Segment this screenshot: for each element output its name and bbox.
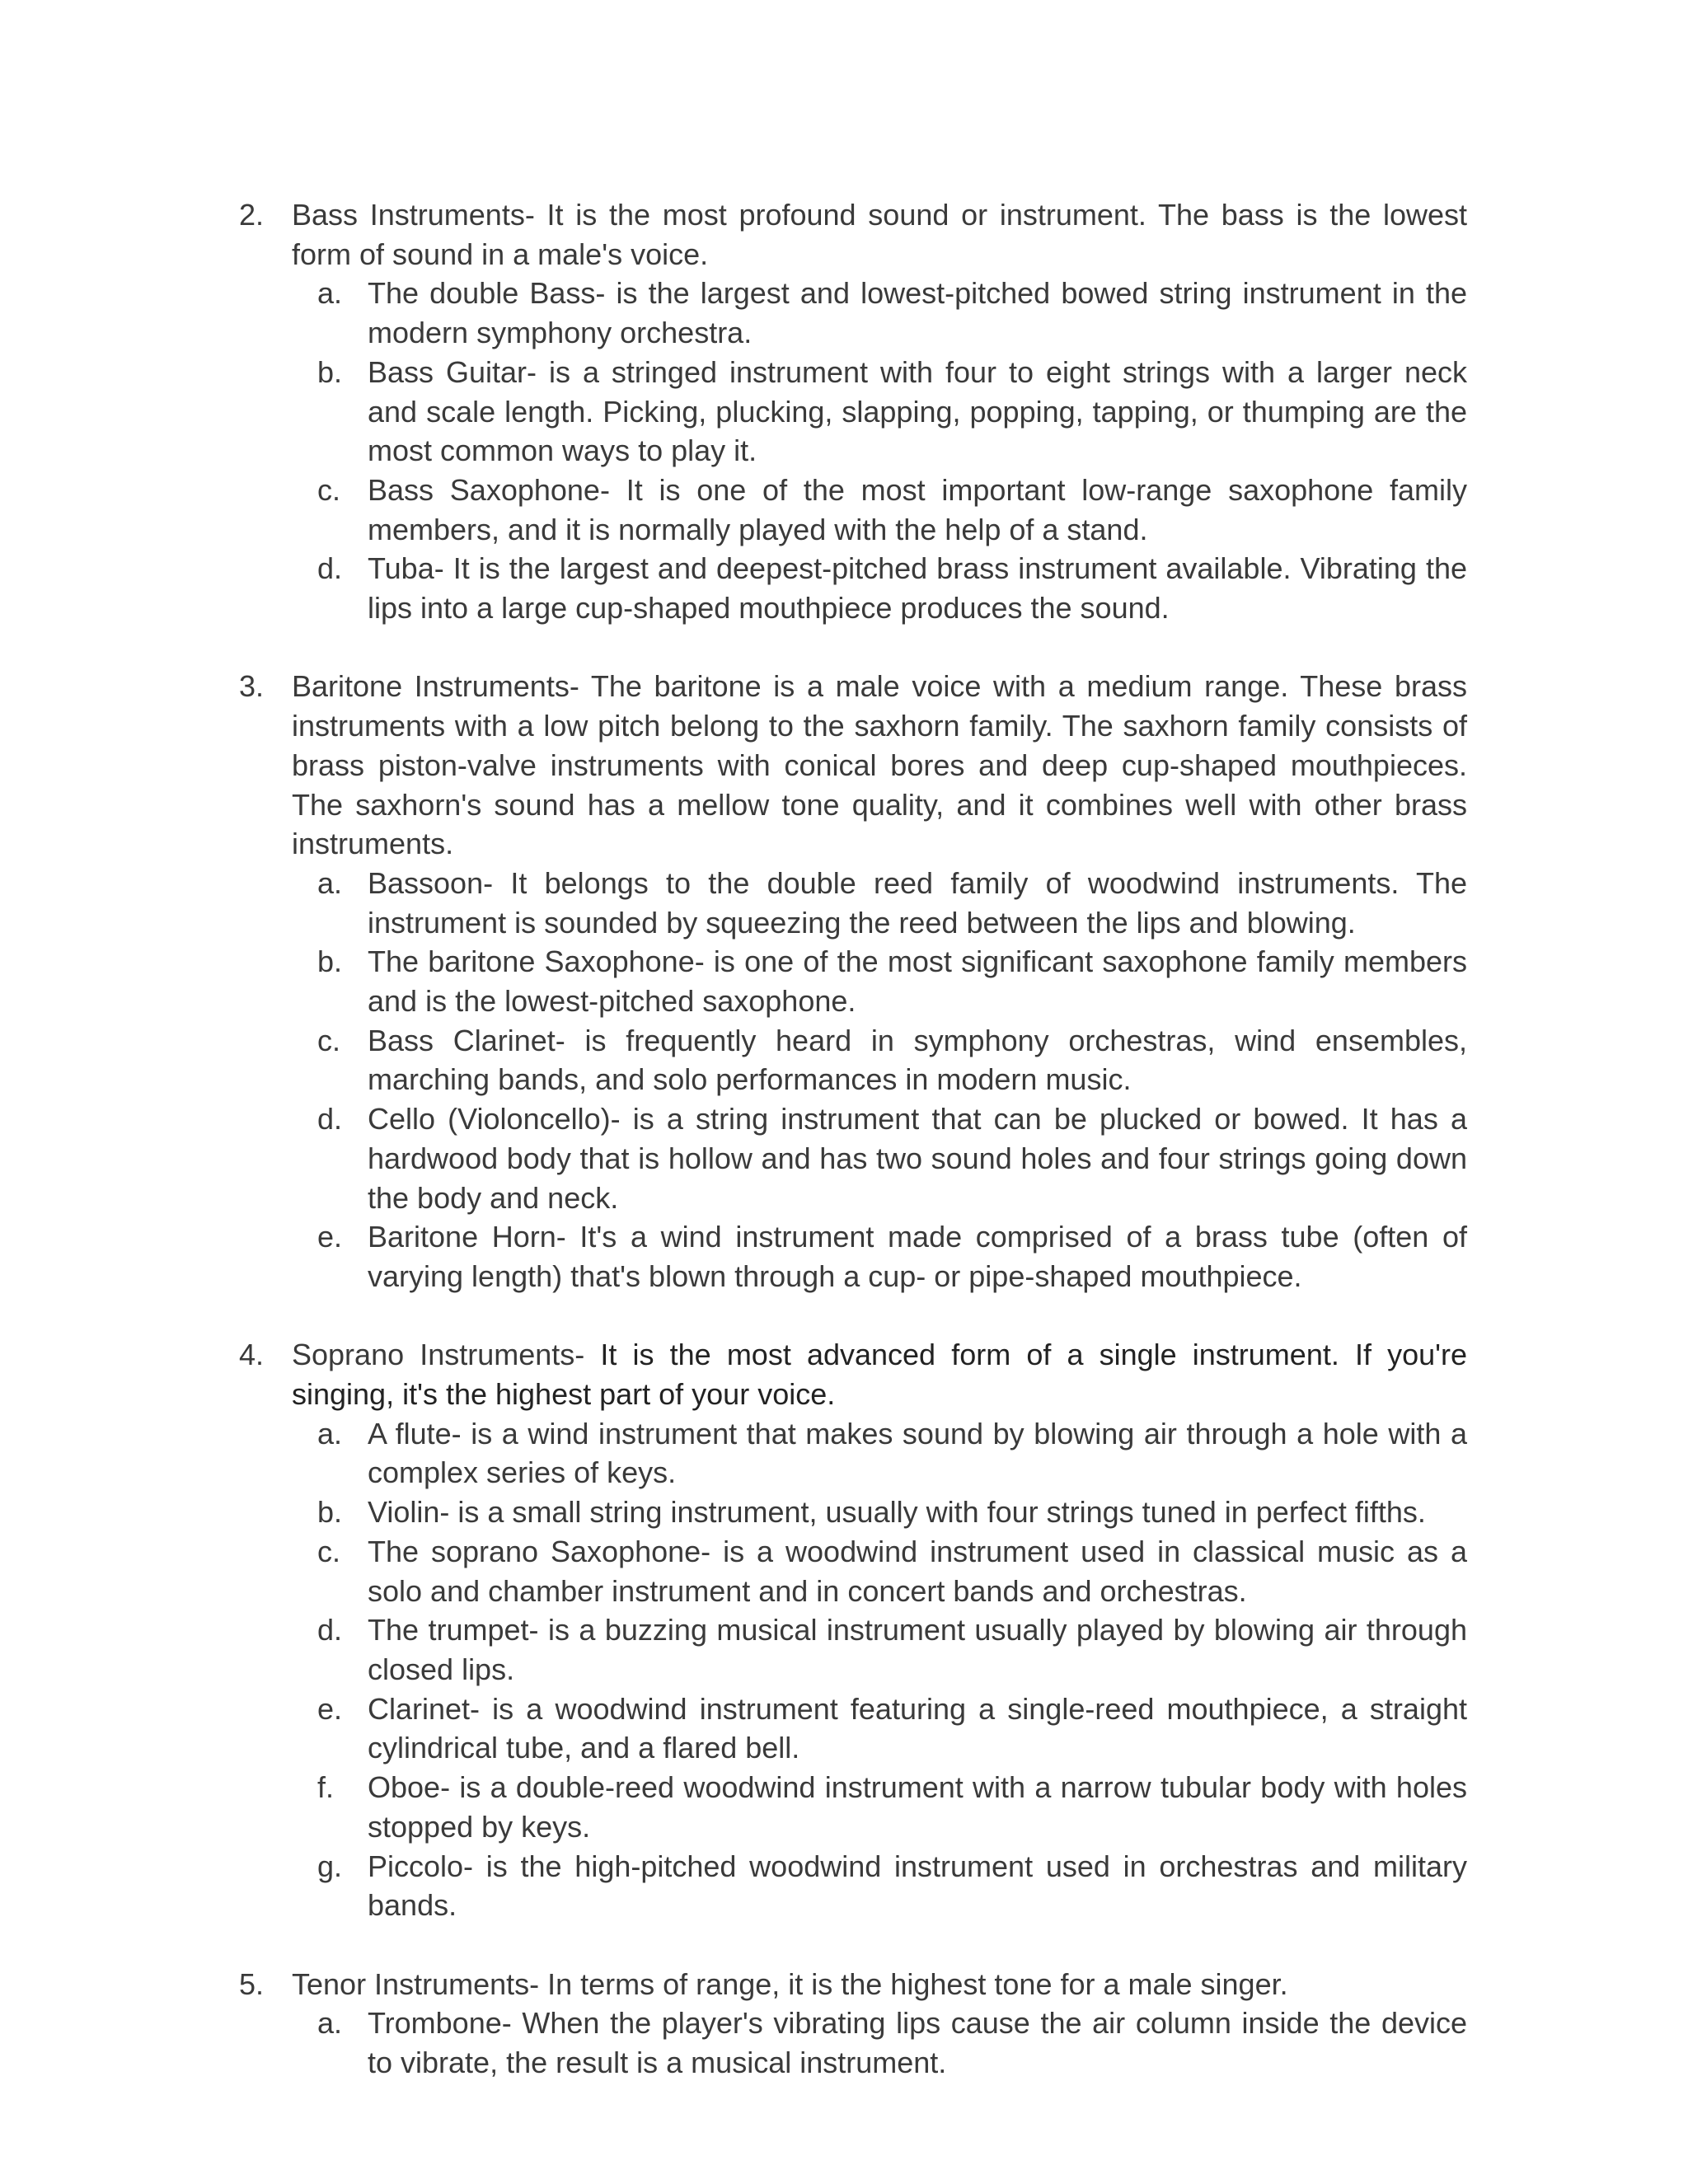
item-letter: a.	[317, 865, 343, 900]
list-item	[292, 471, 1467, 549]
item-letter: b.	[317, 1495, 343, 1530]
section-description: It is the most profound sound or instrument. The bass is the lowest form of sound in a male's voice.	[292, 198, 1468, 271]
section-lead: Tenor Instruments-	[292, 1966, 540, 2001]
item-text: Tuba- It is the largest and deepest-pitched brass instrument available. Vibrating the lips into a large cup-shaped mouthpiece produces the sound.	[368, 551, 1467, 626]
item-text: Bass Saxophone- It is one of the most important low-range saxophone family members, and it is normally played with the help of a stand.	[368, 472, 1467, 546]
section-lead: Soprano Instruments-	[292, 1338, 585, 1372]
section-baritone-instruments	[239, 667, 1467, 1296]
section-lead: Bass Instruments-	[292, 198, 535, 232]
item-text: Cello (Violoncello)- is a string instrument that can be plucked or bowed. It has a hardwood body that is hollow and has two sound holes and four strings going down the body and neck.	[368, 1102, 1467, 1215]
list-item	[292, 353, 1467, 471]
item-letter: a.	[317, 2006, 343, 2041]
sub-list	[292, 274, 1467, 627]
item-text: A flute- is a wind instrument that makes sound by blowing air through a hole with a complex series of keys.	[368, 1416, 1467, 1490]
list-item	[292, 1414, 1467, 1493]
section-text	[292, 1335, 1467, 1413]
list-item	[292, 1099, 1467, 1217]
sub-list	[292, 1414, 1467, 1925]
list-item	[292, 1610, 1467, 1689]
list-item	[292, 1847, 1467, 1925]
section-description: It is the most advanced form of a single instrument. If you're singing, it's the highest part of your voice.	[292, 1338, 1468, 1412]
item-text: Baritone Horn- It's a wind instrument made comprised of a brass tube (often of varying length) that's blown through a cup- or pipe-shaped mouthpiece.	[368, 1220, 1467, 1293]
item-text: The trumpet- is a buzzing musical instrument usually played by blowing air through closed lips.	[368, 1613, 1467, 1686]
item-letter: d.	[317, 1102, 343, 1137]
section-number: 4.	[239, 1338, 265, 1372]
item-letter: b.	[317, 354, 343, 389]
item-text: The baritone Saxophone- is one of the most significant saxophone family members and is the lowest-pitched saxophone.	[368, 944, 1467, 1019]
list-item	[292, 549, 1467, 627]
item-letter: e.	[317, 1220, 343, 1254]
list-item	[292, 1768, 1467, 1846]
item-text: Oboe- is a double-reed woodwind instrument with a narrow tubular body with holes stopped by keys.	[368, 1770, 1467, 1844]
section-description: The baritone is a male voice with a medium range. These brass instruments with a low pitch belong to the saxhorn family. The saxhorn family consists of brass piston-valve instruments with conical bores and deep cup-shaped mouthpieces. The saxhorn's sound has a mellow tone quality, and it combines well with other brass instruments.	[292, 669, 1467, 861]
item-letter: a.	[317, 1416, 343, 1451]
item-text: Clarinet- is a woodwind instrument featuring a single-reed mouthpiece, a straight cylindrical tube, and a flared bell.	[368, 1691, 1467, 1765]
item-letter: g.	[317, 1849, 343, 1883]
list-item	[292, 274, 1467, 352]
list-item	[292, 1217, 1467, 1296]
list-item	[292, 864, 1467, 942]
item-letter: c.	[317, 1023, 341, 1057]
item-letter: c.	[317, 472, 341, 507]
section-lead: Baritone Instruments-	[292, 669, 579, 704]
item-text: Piccolo- is the high-pitched woodwind instrument used in orchestras and military bands.	[368, 1849, 1467, 1923]
item-letter: d.	[317, 1613, 343, 1647]
sub-list	[292, 864, 1467, 1296]
item-letter: c.	[317, 1534, 341, 1568]
section-soprano-instruments	[239, 1335, 1467, 1925]
section-bass-instruments	[239, 195, 1467, 628]
document-body	[239, 195, 1467, 2121]
section-number: 5.	[239, 1966, 265, 2001]
sub-list	[292, 2004, 1467, 2082]
section-text	[292, 195, 1467, 274]
item-text: Bass Clarinet- is frequently heard in symphony orchestras, wind ensembles, marching bands, and solo performances in modern music.	[368, 1023, 1467, 1097]
item-letter: a.	[317, 276, 343, 311]
item-text: The soprano Saxophone- is a woodwind instrument used in classical music as a solo and chamber instrument and in concert bands and orchestras.	[368, 1534, 1467, 1608]
item-letter: d.	[317, 551, 343, 586]
list-item	[292, 2004, 1467, 2082]
list-item	[292, 1493, 1467, 1532]
list-item	[292, 1532, 1467, 1610]
section-text	[292, 1965, 1467, 2004]
section-number: 3.	[239, 669, 265, 704]
section-tenor-instruments	[239, 1965, 1467, 2083]
list-item	[292, 1690, 1467, 1768]
item-letter: f.	[317, 1770, 335, 1805]
section-description: In terms of range, it is the highest tone for a male singer.	[539, 1966, 1288, 2001]
item-text: Violin- is a small string instrument, usually with four strings tuned in perfect fifths.	[368, 1495, 1426, 1530]
list-item	[292, 1021, 1467, 1099]
item-text: Bassoon- It belongs to the double reed family of woodwind instruments. The instrument is sounded by squeezing the reed between the lips and blowing.	[368, 865, 1467, 940]
item-text: The double Bass- is the largest and lowest-pitched bowed string instrument in the modern symphony orchestra.	[368, 276, 1467, 350]
section-number: 2.	[239, 198, 265, 232]
item-letter: e.	[317, 1691, 343, 1726]
item-letter: b.	[317, 944, 343, 979]
item-text: Bass Guitar- is a stringed instrument with four to eight strings with a larger neck and scale length. Picking, plucking, slapping, popping, tapping, or thumping are the most common ways to play it.	[368, 354, 1467, 468]
list-item	[292, 942, 1467, 1020]
section-text	[292, 667, 1467, 864]
item-text: Trombone- When the player's vibrating lips cause the air column inside the device to vibrate, the result is a musical instrument.	[368, 2006, 1467, 2079]
